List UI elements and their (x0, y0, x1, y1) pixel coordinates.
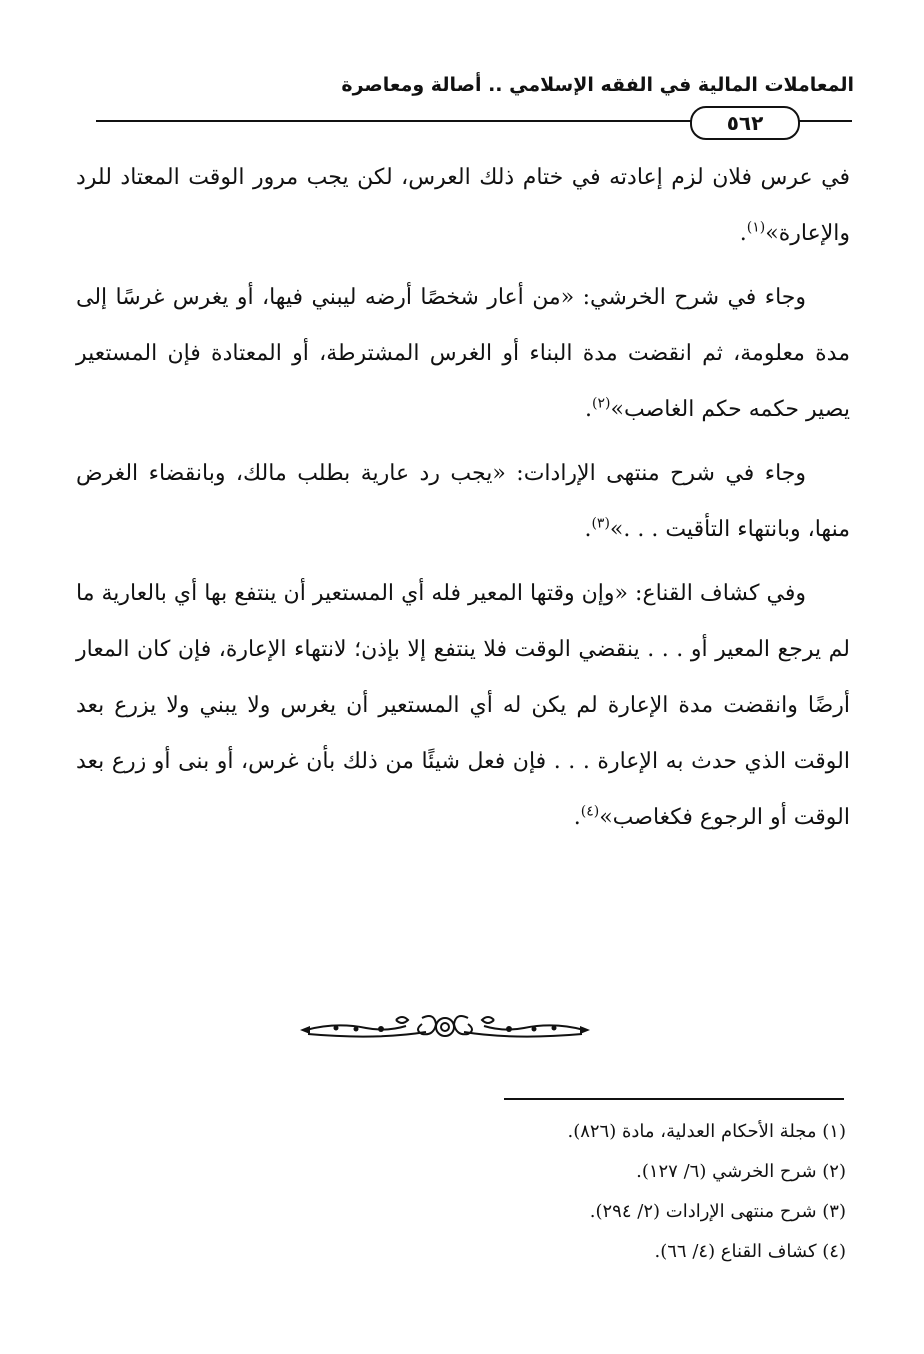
footnote-separator (504, 1098, 844, 1100)
paragraph-2-end: . (585, 397, 593, 422)
paragraph-4-end: . (573, 805, 581, 830)
footnote-2: (٢) شرح الخرشي (٦/ ١٢٧). (636, 1161, 846, 1182)
footnote-ref-1: (١) (746, 219, 766, 236)
paragraph-1 (76, 150, 850, 262)
footnote-1: (١) مجلة الأحكام العدلية، مادة (٨٢٦). (567, 1121, 846, 1142)
paragraph-2-text: وجاء في شرح الخرشي: «من أعار شخصًا أرضه ليبني فيها، أو يغرس غرسًا إلى مدة معلومة، ثم انقضت مدة البناء أو الغرس المشترطة، أو المعتادة فإن المستعير يصير حكمه حكم الغاصب» (76, 285, 850, 422)
footnote-ref-4: (٤) (580, 803, 600, 820)
page-number: ٥٦٢ (690, 106, 800, 140)
running-title: المعاملات المالية في الفقه الإسلامي .. أصالة ومعاصرة (341, 74, 854, 96)
footnote-ref-2: (٢) (592, 395, 611, 412)
footnote-ref-3: (٣) (591, 515, 610, 532)
paragraph-4-text: وفي كشاف القناع: «وإن وقتها المعير فله أي المستعير أن ينتفع بها أي بالعارية ما لم يرجع المعير أو . . . ينقضي الوقت فلا ينتفع إلا بإذن؛ لانتهاء الإعارة، فإن كان المعار أرضًا وانقضت مدة الإعارة لم يكن له أي المستعير أن يغرس ولا يبني ولا يزرع بعد الوقت الذي حدث به الإعارة . . . فإن فعل شيئًا من ذلك بأن غرس، أو بنى أو زرع بعد الوقت أو الرجوع فكغاصب» (76, 581, 850, 830)
paragraph-1-text: في عرس فلان لزم إعادته في ختام ذلك العرس، لكن يجب مرور الوقت المعتاد للرد والإعارة» (76, 165, 850, 246)
paragraph-3 (76, 446, 850, 558)
footnotes (300, 1112, 846, 1272)
paragraph-1-end: . (739, 221, 747, 246)
paragraph-4 (76, 566, 850, 846)
paragraph-2 (76, 270, 850, 438)
footnote-4: (٤) كشاف القناع (٤/ ٦٦). (654, 1241, 846, 1262)
floral-divider-icon (296, 1008, 594, 1046)
paragraph-3-end: . (584, 517, 592, 542)
footnote-3: (٣) شرح منتهى الإرادات (٢/ ٢٩٤). (589, 1201, 846, 1222)
paragraph-3-text: وجاء في شرح منتهى الإرادات: «يجب رد عارية بطلب مالك، وبانقضاء الغرض منها، وبانتهاء التأقيت . . .» (76, 461, 850, 542)
main-text (76, 150, 850, 854)
